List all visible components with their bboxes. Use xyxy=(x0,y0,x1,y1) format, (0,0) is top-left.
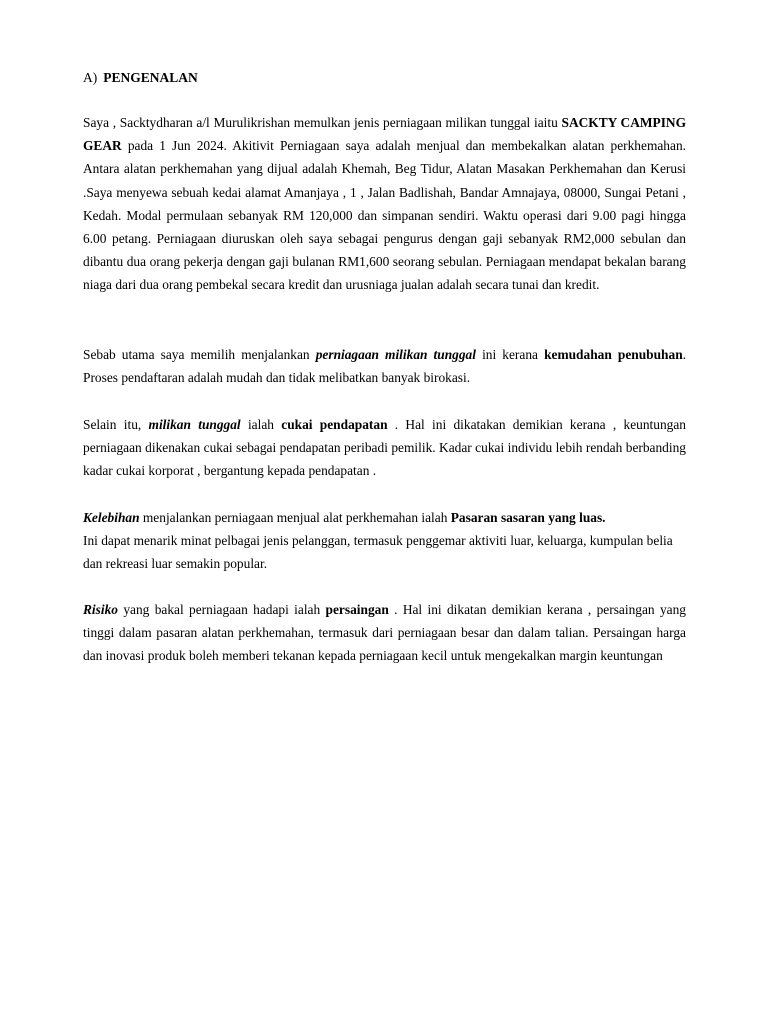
paragraph-income-tax xyxy=(83,413,686,483)
paragraph-introduction xyxy=(83,111,686,297)
paragraph-main-reason xyxy=(83,343,686,389)
p5-text-2: . Hal ini dikatan demikian kerana , persaingan yang tinggi dalam pasaran alatan perkhemahan, termasuk dari perniagaan besar dan dalam talian. Persaingan harga dan inovasi produk boleh memberi tekanan kepada perniagaan kecil untuk mengekalkan margin keuntungan xyxy=(83,602,686,664)
p4-text-2: Ini dapat menarik minat pelbagai jenis pelanggan, termasuk penggemar aktiviti luar, keluarga, kumpulan belia dan rekreasi luar semakin popular. xyxy=(83,533,673,572)
p5-text-1: yang bakal perniagaan hadapi ialah xyxy=(117,602,326,617)
p2-emphasis-ease: kemudahan penubuhan xyxy=(544,347,683,362)
paragraph-advantage xyxy=(83,506,686,576)
p2-text-2: ini kerana xyxy=(475,347,545,362)
p2-emphasis-business-type: perniagaan milikan tunggal xyxy=(315,347,476,362)
p2-text-1: Sebab utama saya memilih menjalankan xyxy=(83,347,316,362)
p5-emphasis-competition: persaingan xyxy=(325,602,389,617)
section-title: PENGENALAN xyxy=(103,70,198,85)
p4-text-1: menjalankan perniagaan menjual alat perkhemahan ialah xyxy=(139,510,451,525)
business-name: SACKTY CAMPING GEAR xyxy=(83,115,686,154)
p4-emphasis-advantage: Kelebihan xyxy=(83,510,140,525)
p1-text-1: Saya , Sacktydharan a/l Murulikrishan memulkan jenis perniagaan milikan tunggal iaitu xyxy=(83,115,562,130)
p3-emphasis-tax: cukai pendapatan xyxy=(281,417,388,432)
p4-emphasis-market: Pasaran sasaran yang luas. xyxy=(450,510,606,525)
p3-emphasis-business-type: milikan tunggal xyxy=(148,417,241,432)
p3-text-2: ialah xyxy=(240,417,282,432)
paragraph-risk xyxy=(83,598,686,668)
p3-text-3: . Hal ini dikatakan demikian kerana , keuntungan perniagaan dikenakan cukai sebagai pendapatan peribadi pemilik. Kadar cukai individu lebih rendah berbanding kadar cukai korporat , bergantung kepada pendapatan . xyxy=(83,417,686,479)
p3-text-1: Selain itu, xyxy=(83,417,149,432)
p2-text-3: . Proses pendaftaran adalah mudah dan tidak melibatkan banyak birokasi. xyxy=(83,347,687,386)
section-number: A) xyxy=(83,70,98,85)
section-heading xyxy=(83,68,198,88)
p1-text-2: pada 1 Jun 2024. Akitivit Perniagaan saya adalah menjual dan membekalkan alatan perkhemahan. Antara alatan perkhemahan yang dijual adalah Khemah, Beg Tidur, Alatan Masakan Perkhemahan dan Kerusi .Saya menyewa sebuah kedai alamat Amanjaya , 1 , Jalan Badlishah, Bandar Amnajaya, 08000, Sungai Petani , Kedah. Modal permulaan sebanyak RM 120,000 dan simpanan sendiri. Waktu operasi dari 9.00 pagi hingga 6.00 petang. Perniagaan diuruskan oleh saya sebagai pengurus dengan gaji sebanyak RM2,000 sebulan dan dibantu dua orang pekerja dengan gaji bulanan RM1,600 seorang sebulan. Perniagaan mendapat bekalan barang niaga dari dua orang pembekal secara kredit dan urusniaga jualan adalah secara tunai dan kredit. xyxy=(83,138,686,293)
p5-emphasis-risk: Risiko xyxy=(83,602,118,617)
